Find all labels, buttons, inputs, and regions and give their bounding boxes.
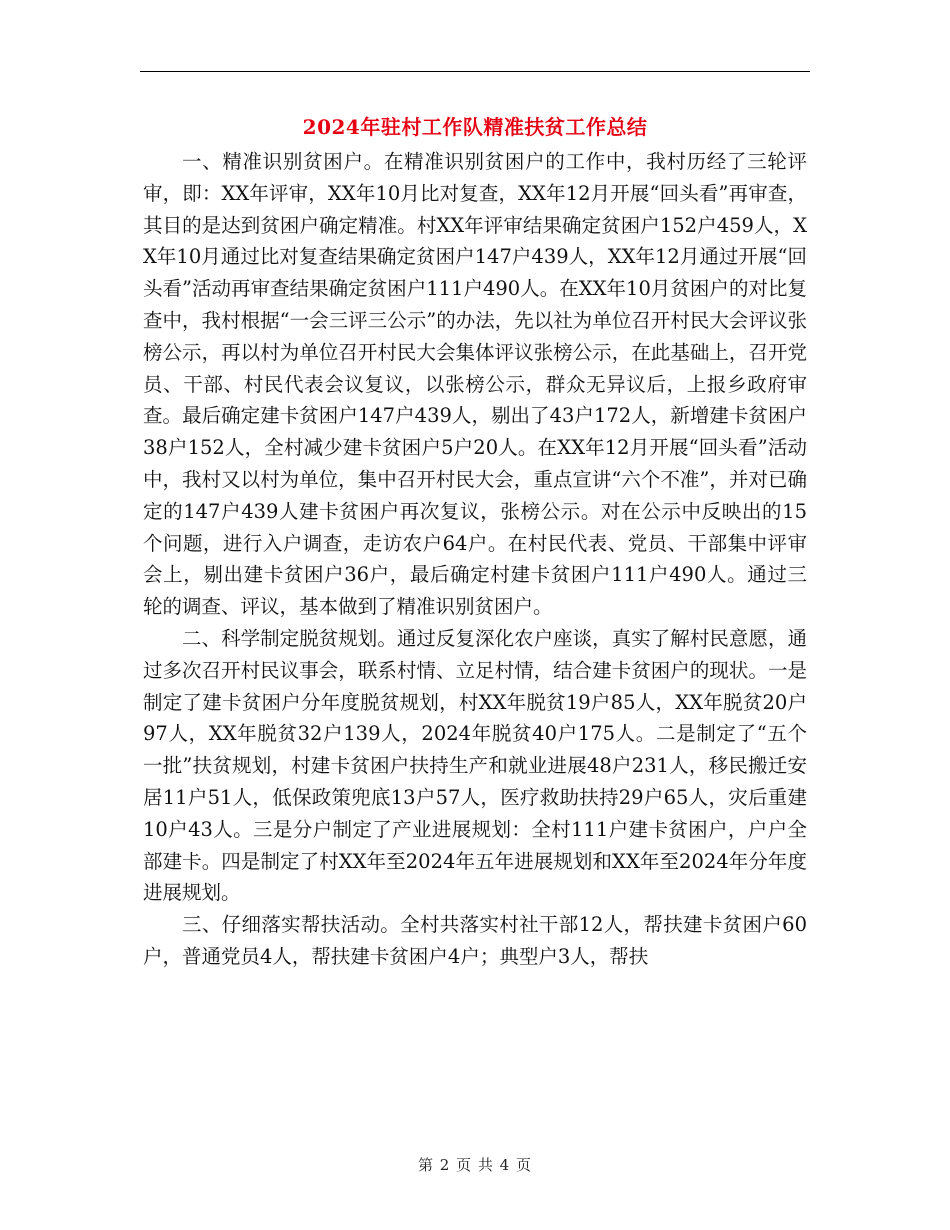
document-title: 2024年驻村工作队精准扶贫工作总结: [302, 115, 648, 139]
paragraph-assistance-activities: 三、仔细落实帮扶活动。全村共落实村社干部12人，帮扶建卡贫困户60户，普通党员4人，帮扶建卡贫困户4户；典型户3人，帮扶: [143, 913, 807, 968]
header-rule: [140, 71, 810, 72]
paragraph-poverty-plan: 二、科学制定脱贫规划。通过反复深化农户座谈，真实了解村民意愿，通过多次召开村民议事会，联系村情、立足村情，结合建卡贫困户的现状。一是制定了建卡贫困户分年度脱贫规划，村XX年脱贫19户85人，XX年脱贫20户97人，XX年脱贫32户139人，2024年脱贫40户175人。二是制定了“五个一批”扶贫规划，村建卡贫困户扶持生产和就业进展48户231人，移民搬迁安居11户51人，低保政策兜底13户57人，医疗救助扶持29户65人，灾后重建10户43人。三是分户制定了产业进展规划：全村111户建卡贫困户，户户全部建卡。四是制定了村XX年至2024年五年进展规划和XX年至2024年分年度进展规划。: [143, 626, 807, 905]
page-number: 第 2 页 共 4 页: [418, 1156, 532, 1174]
paragraph-precise-identification: 一、精准识别贫困户。在精准识别贫困户的工作中，我村历经了三轮评审，即：XX年评审，XX年10月比对复查，XX年12月开展“回头看”再审查，其目的是达到贫困户确定精准。村XX年评审结果确定贫困户152户459人，XX年10月通过比对复查结果确定贫困户147户439人，XX年12月通过开展“回头看”活动再审查结果确定贫困户111户490人。在XX年10月贫困户的对比复查中，我村根据“一会三评三公示”的办法，先以社为单位召开村民大会评议张榜公示，再以村为单位召开村民大会集体评议张榜公示，在此基础上，召开党员、干部、村民代表会议复议，以张榜公示，群众无异议后，上报乡政府审查。最后确定建卡贫困户147户439人，剔出了43户172人，新增建卡贫困户38户152人，全村减少建卡贫困户5户20人。在XX年12月开展“回头看”活动中，我村又以村为单位，集中召开村民大会，重点宣讲“六个不准”，并对已确定的147户439人建卡贫困户再次复议，张榜公示。对在公示中反映出的15个问题，进行入户调查，走访农户64户。在村民代表、党员、干部集中评审会上，剔出建卡贫困户36户，最后确定村建卡贫困户111户490人。通过三轮的调查、评议，基本做到了精准识别贫困户。: [143, 150, 807, 619]
document-body: [143, 146, 807, 973]
